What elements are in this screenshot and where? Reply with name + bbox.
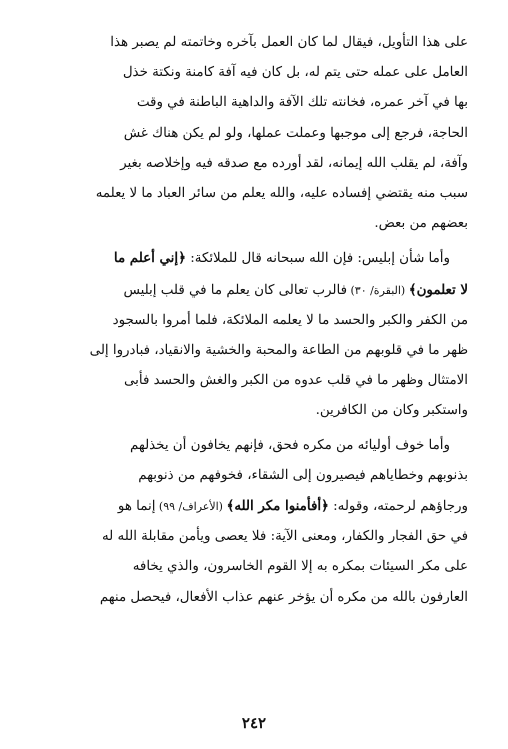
verse-reference: (الأعراف/ ٩٩): [155, 500, 227, 514]
text-line: [40, 243, 468, 274]
paragraph-3: [40, 431, 468, 613]
text-span: إنما هو: [117, 499, 156, 515]
text-line: في حق الفجار والكفار، ومعنى الآية: فلا يعصى ويأمن مقابلة الله له: [102, 529, 468, 545]
text-line: على هذا التأويل، فيقال لما كان العمل بآخره وخاتمته لم يصبر هذا: [110, 35, 468, 50]
text-line: سبب منه يقتضي إفساده عليه، والله يعلم من سائر العباد ما لا يعلمه: [95, 186, 468, 202]
text-line: بها في آخر عمره، فخانته تلك الآفة والداهية الباطنة في وقت: [136, 95, 468, 111]
quran-quote: لا تعلمون﴾: [408, 281, 468, 298]
page-body: [40, 28, 468, 732]
paragraph-1: [40, 28, 468, 239]
text-line: الامتثال وظهر ما في قلب عدوه من الكبر والغش والحسد فأبى: [123, 373, 468, 389]
text-span: وأما خوف أوليائه من مكره فحق، فإنهم يخافون أن يخذلهم: [129, 437, 450, 453]
text-line: بذنوبهم وخطاياهم فيصيرون إلى الشقاء، فخوفهم من ذنوبهم: [138, 467, 468, 483]
verse-reference: (البقرة/ ٣٠): [346, 283, 409, 297]
text-line: [40, 491, 468, 522]
text-line: العامل على عمله حتى يتم له، بل كان فيه آفة كامنة ونكتة خذل: [122, 65, 468, 81]
text-line: من الكفر والكبر والحسد ما لا يعلمه الملائكة، فلما أمروا بالسجود: [112, 312, 468, 328]
text-line: وآفة، لم يقلب الله إيمانه، لقد أورده مع صدقه فيه وإخلاصه بغير: [120, 155, 468, 171]
text-line: [40, 431, 468, 461]
text-span: ورجاؤهم لرحمته، وقوله:: [328, 499, 468, 515]
text-line: ظهر ما في قلوبهم من الطاعة والمحبة والخشية والانقياد، فبادروا إلى: [89, 343, 468, 359]
quran-quote: ﴿إني أعلم ما: [113, 250, 186, 267]
paragraph-2: [40, 243, 468, 426]
text-span: فالرب تعالى كان يعلم ما في قلب إبليس: [123, 282, 347, 298]
page-number: ٢٤٢: [241, 714, 267, 732]
text-line: [40, 275, 468, 306]
text-line: الحاجة، فرجع إلى موجبها وعملت عملها، ولو لم يكن هناك غش: [123, 125, 468, 141]
quran-quote: ﴿أفأمنوا مكر الله﴾: [226, 498, 329, 515]
text-line: العارفون بالله من مكره أن يؤخر عنهم عذاب الأفعال، فيحصل منهم: [99, 589, 468, 605]
text-line: واستكبر وكان من الكافرين.: [315, 403, 468, 419]
text-line: على مكر السيئات بمكره به إلا القوم الخاسرون، والذي يخافه: [132, 559, 468, 575]
text-span: وأما شأن إبليس: فإن الله سبحانه قال للملائكة:: [185, 251, 450, 267]
text-line: بعضهم من بعض.: [374, 216, 468, 232]
